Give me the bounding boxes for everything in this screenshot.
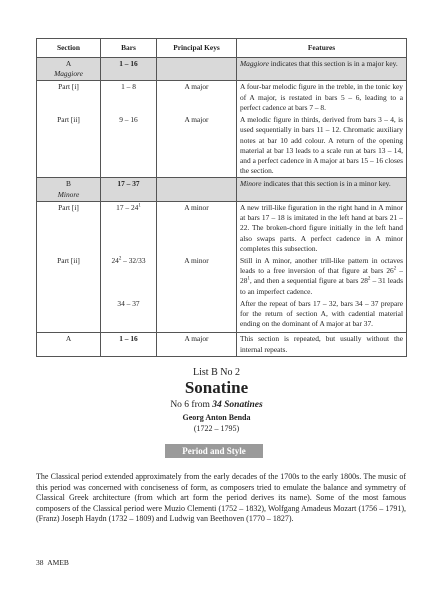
section-sublabel: Minore <box>57 189 80 199</box>
piece-title: Sonatine <box>184 378 249 397</box>
feature-text: , and then a sequential figure at bars 28 <box>249 276 368 286</box>
section-cell <box>37 58 101 81</box>
bars-text-rest: – 32/33 <box>121 255 146 265</box>
bars-superscript: 1 <box>138 203 141 209</box>
section-heading-period-style: Period and Style <box>165 444 263 458</box>
footer-org: AMEB <box>47 558 69 567</box>
keys-cell <box>157 58 237 81</box>
composer-name: Georg Anton Benda <box>182 413 251 422</box>
features-cell: This section is repeated, but usually without the internal repeats. <box>237 333 407 356</box>
features-cell <box>237 178 407 201</box>
bars-cell: 1 – 16 <box>101 333 157 356</box>
header-bars: Bars <box>101 39 157 58</box>
bars-cell: 1 – 16 <box>101 58 157 81</box>
keys-cell: A major <box>157 333 237 356</box>
keys-cell: A minor <box>157 255 237 298</box>
section-cell: Part [ii] <box>37 255 101 298</box>
feature-superscript: 2 <box>393 266 397 272</box>
table-row-part-a1 <box>37 81 407 114</box>
page-footer <box>36 558 69 567</box>
table-row-section-b <box>37 178 407 201</box>
section-label: A <box>65 59 72 68</box>
table-row-part-b3 <box>37 298 407 333</box>
feature-superscript: 2 <box>367 276 371 282</box>
body-paragraph: The Classical period extended approximately from the early decades of the 1700s to the early 1800s. The music of this period was concerned with conciseness of form, as composers tried to emulate the balance and symmetry of Classical Greek architecture (from which art form the period derives its name). Some of the most famous composers of the Classical period were Muzio Clementi (1752 – 1832), Wolfgang Amadeus Mozart (1756 – 1791), (Franz) Joseph Haydn (1732 – 1809) and Ludwig van Beethoven (1770 – 1827). <box>36 472 406 524</box>
section-sublabel: Maggiore <box>54 69 83 79</box>
section-cell <box>37 298 101 333</box>
feature-text: – 28 <box>240 266 403 286</box>
bars-cell: 9 – 16 <box>101 114 157 178</box>
feature-italic: Maggiore <box>240 59 269 68</box>
analysis-table <box>36 38 407 357</box>
header-features: Features <box>237 39 407 58</box>
bars-cell <box>101 201 157 255</box>
feature-superscript: 1 <box>247 276 250 282</box>
section-cell: Part [i] <box>37 81 101 114</box>
features-cell <box>237 58 407 81</box>
bars-cell: 34 – 37 <box>101 298 157 333</box>
feature-text: Still in A minor, another trill-like pattern in octaves leads to a free inversion of that figure at bars 26 <box>240 255 403 276</box>
subtitle-collection: 34 Sonatines <box>212 400 263 410</box>
piece-subtitle <box>0 400 433 410</box>
section-cell <box>37 178 101 201</box>
section-cell: Part [ii] <box>37 114 101 178</box>
feature-text: indicates that this section is in a major key. <box>268 59 398 68</box>
feature-italic: Minore <box>240 179 262 189</box>
header-principal-keys: Principal Keys <box>157 39 237 58</box>
keys-cell: A minor <box>157 201 237 255</box>
subtitle-prefix: No 6 from <box>170 400 213 410</box>
features-cell: A four-bar melodic figure in the treble, in the tonic key of A major, is restated in bars 5 – 6, leading to a perfect cadence at bars 7 – 8. <box>237 81 407 114</box>
composer-dates: (1722 – 1795) <box>193 424 240 433</box>
keys-cell <box>157 178 237 201</box>
table-row-section-a-return <box>37 333 407 356</box>
feature-text: – 31 leads to an imperfect cadence. <box>240 276 403 296</box>
features-cell: A new trill-like figuration in the right hand in A minor at bars 17 – 18 is imitated in the left hand at bars 21 – 22. The broken-chord figure initially in the left hand also swaps parts. A perfect cadence in A minor completes this subsection. <box>237 201 407 255</box>
features-cell <box>237 255 407 298</box>
keys-cell: A major <box>157 81 237 114</box>
bars-cell: 1 – 8 <box>101 81 157 114</box>
analysis-table-wrapper <box>36 38 406 357</box>
feature-text: indicates that this section is in a minor key. <box>261 179 391 189</box>
table-header-row <box>37 39 407 58</box>
bars-text: 24 <box>111 255 119 265</box>
table-row-part-a2 <box>37 114 407 178</box>
keys-cell: A major <box>157 114 237 178</box>
page-number: 38 <box>36 558 44 567</box>
section-cell: A <box>37 333 101 356</box>
section-label: B <box>66 179 71 189</box>
table-row-part-b1 <box>37 201 407 255</box>
bars-cell: 17 – 37 <box>101 178 157 201</box>
table-row-section-a <box>37 58 407 81</box>
list-number: List B No 2 <box>193 367 240 378</box>
keys-cell <box>157 298 237 333</box>
bars-superscript: 2 <box>118 256 122 262</box>
features-cell: A melodic figure in thirds, derived from bars 3 – 4, is used sequentially in bars 11 – 12. Chromatic auxiliary notes at bar 10 add colour. A return of the opening material at bar 13 leads to a scale run at bars 13 – 14, and a perfect cadence in A major at bars 15 – 16 closes the section. <box>237 114 407 178</box>
table-row-part-b2 <box>37 255 407 298</box>
bars-text: 17 – 24 <box>116 202 139 212</box>
header-section: Section <box>37 39 101 58</box>
section-cell: Part [i] <box>37 201 101 255</box>
features-cell: After the repeat of bars 17 – 32, bars 34 – 37 prepare for the return of section A, with cadential material ending on the dominant of A major at bar 37. <box>237 298 407 333</box>
bars-cell <box>101 255 157 298</box>
